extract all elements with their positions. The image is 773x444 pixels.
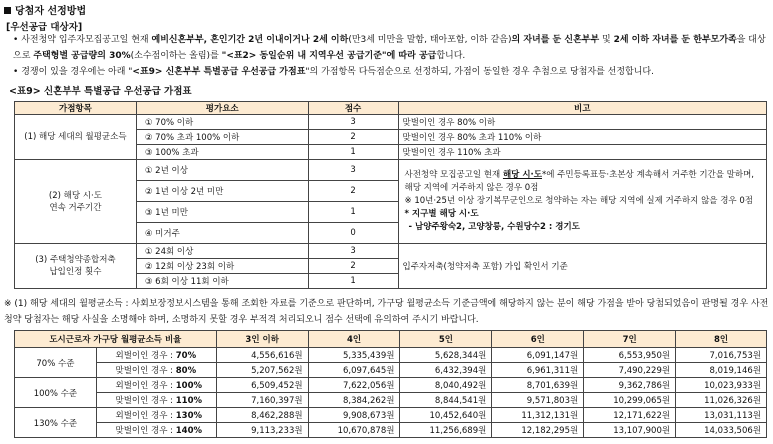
score-item: (1) 해당 세대의 월평균소득 <box>15 115 137 160</box>
table-cell: 8,462,288원 <box>216 408 308 423</box>
table-cell: 11,312,131원 <box>492 408 584 423</box>
table-cell: 외벌이인 경우 : 130% <box>96 408 216 423</box>
table-cell: ② 1년 이상 2년 미만 <box>136 181 308 202</box>
table-cell: 9,113,233원 <box>216 423 308 438</box>
table-cell: 11,026,326원 <box>676 393 767 408</box>
table-cell: 6,961,311원 <box>492 363 584 378</box>
table-row <box>15 423 767 438</box>
table-row <box>15 378 767 393</box>
table-cell: 4,556,616원 <box>216 348 308 363</box>
table-cell: 6,091,147원 <box>492 348 584 363</box>
table-cell: 100% 수준 <box>15 378 97 408</box>
table-cell: 2 <box>308 259 398 274</box>
paragraph-competition: • 경쟁이 있을 경우에는 아래 "<표9> 신혼부부 특별공급 우선공급 가점표"의 가점항목 다득점순으로 선정하되, 가점이 동일한 경우 추첨으로 당첨자를 선정합니다. <box>13 67 654 77</box>
table-caption: <표9> 신혼부부 특별공급 우선공급 가점표 <box>9 86 192 97</box>
table-cell: ③ 1년 미만 <box>136 202 308 223</box>
table-cell: 맞벌이인 경우 80% 이하 <box>398 115 767 130</box>
table-cell: 1 <box>308 274 398 289</box>
table-cell: 7,160,397원 <box>216 393 308 408</box>
table-cell: 12,171,622원 <box>584 408 676 423</box>
paragraph-eligibility: • 사전청약 입주자모집공고일 현재 예비신혼부부, 혼인기간 2년 이내이거나 2세 이하(만3세 미만을 말함, 태아포함, 이하 같음)의 자녀를 둔 신혼부부 및 2세 이하 자녀를 둔 한부모가족을 대상으로 주택형별 공급량의 30%(소수점이하는 올림)를 "<표2> 동일순위 내 지역우선 공급기준"에 따라 공급합니다. <box>13 35 766 61</box>
table-cell: 3 <box>308 160 398 181</box>
table-cell: ④ 미거주 <box>136 223 308 244</box>
table-cell: 8,384,262원 <box>308 393 400 408</box>
table-cell: 5,335,439원 <box>308 348 400 363</box>
table-cell: 7,622,056원 <box>308 378 400 393</box>
score-table <box>14 101 767 289</box>
table-cell: 8,844,541원 <box>400 393 492 408</box>
table-cell: 11,256,689원 <box>400 423 492 438</box>
table-cell: ③ 6회 이상 11회 이하 <box>136 274 308 289</box>
table-cell: 8,040,492원 <box>400 378 492 393</box>
section-title: 당첨자 선정방법 <box>4 2 86 17</box>
table-cell: 10,452,640원 <box>400 408 492 423</box>
table-cell: 13,031,113원 <box>676 408 767 423</box>
table-cell: 맞벌이인 경우 : 110% <box>96 393 216 408</box>
table-cell: 9,571,803원 <box>492 393 584 408</box>
footnote: ※ (1) 해당 세대의 월평균소득 : 사회보장정보시스템을 통해 조회한 자료를 기준으로 판단하며, 가구당 월평균소득 기준금액에 해당하지 않는 분이 해당 가점을 받아 당첨되었음이 판명될 경우 사전청약 당첨자는 해당 사실을 소명해야 하며, 소명하지 못할 경우 부적격 처리되오니 점수 선택에 유의하여 주시기 바랍니다. <box>4 299 769 325</box>
table-cell: 8,701,639원 <box>492 378 584 393</box>
table-cell: 10,299,065원 <box>584 393 676 408</box>
subsection-title: [우선공급 대상자] <box>6 22 83 33</box>
table-cell: 14,033,506원 <box>676 423 767 438</box>
table-cell: 2 <box>308 181 398 202</box>
table-cell: ② 12회 이상 23회 이하 <box>136 259 308 274</box>
table-cell: 3 <box>308 115 398 130</box>
table-cell: 6,432,394원 <box>400 363 492 378</box>
score-item: (3) 주택청약종합저축 납입인정 횟수 <box>15 244 137 289</box>
table-row <box>15 393 767 408</box>
table-row <box>15 115 767 130</box>
table-row <box>15 348 767 363</box>
table-cell: ① 70% 이하 <box>136 115 308 130</box>
table-row <box>15 244 767 259</box>
table-cell: 10,670,878원 <box>308 423 400 438</box>
table-cell: 입주자저축(청약저축 포함) 가입 확인서 기준 <box>398 244 767 289</box>
square-bullet-icon <box>4 7 11 14</box>
table-cell: ① 24회 이상 <box>136 244 308 259</box>
table-row <box>15 363 767 378</box>
table-cell: 70% 수준 <box>15 348 97 378</box>
table-cell: ② 70% 초과 100% 이하 <box>136 130 308 145</box>
table-cell: 2 <box>308 130 398 145</box>
table-cell: 맞벌이인 경우 : 80% <box>96 363 216 378</box>
table-cell: 5,207,562원 <box>216 363 308 378</box>
score-item: (2) 해당 시·도 연속 거주기간 <box>15 160 137 244</box>
table-cell: 1 <box>308 202 398 223</box>
table-cell: 10,023,933원 <box>676 378 767 393</box>
table-row <box>15 408 767 423</box>
table-cell: ③ 100% 초과 <box>136 145 308 160</box>
table-cell: 13,107,900원 <box>584 423 676 438</box>
table-cell: 9,362,786원 <box>584 378 676 393</box>
table-cell: 130% 수준 <box>15 408 97 438</box>
table-cell: 맞벌이인 경우 : 140% <box>96 423 216 438</box>
table-cell: 9,908,673원 <box>308 408 400 423</box>
table-header-row: 도시근로자 가구당 월평균소득 비율 3인 이하 4인 5인 6인 7인 8인 <box>15 331 767 348</box>
residence-note: 사전청약 모집공고일 현재 해당 시·도*에 주민등록표등·초본상 계속해서 거주한 기간을 말하며, 해당 지역에 거주하지 않은 경우 0점 ※ 10년·25년 이상 장기복무군인으로 청약하는 자는 해당 지역에 실제 거주하지 않을 경우 0점 * 지구별 해당 시·도 - 남양주왕숙2, 고양창릉, 수원당수2 : 경기도 <box>398 160 767 244</box>
table-header-row: 가점항목 평가요소 점수 비고 <box>15 102 767 115</box>
table-cell: 7,490,229원 <box>584 363 676 378</box>
table-cell: 3 <box>308 244 398 259</box>
table-cell: 0 <box>308 223 398 244</box>
table-cell: 12,182,295원 <box>492 423 584 438</box>
table-cell: 1 <box>308 145 398 160</box>
table-cell: 8,019,146원 <box>676 363 767 378</box>
table-cell: 외벌이인 경우 : 70% <box>96 348 216 363</box>
table-cell: 7,016,753원 <box>676 348 767 363</box>
table-cell: 6,553,950원 <box>584 348 676 363</box>
table-cell: 외벌이인 경우 : 100% <box>96 378 216 393</box>
table-row <box>15 160 767 181</box>
table-cell: ① 2년 이상 <box>136 160 308 181</box>
income-table <box>14 330 767 438</box>
table-cell: 6,509,452원 <box>216 378 308 393</box>
table-cell: 6,097,645원 <box>308 363 400 378</box>
table-cell: 맞벌이인 경우 80% 초과 110% 이하 <box>398 130 767 145</box>
table-cell: 5,628,344원 <box>400 348 492 363</box>
table-cell: 맞벌이인 경우 110% 초과 <box>398 145 767 160</box>
